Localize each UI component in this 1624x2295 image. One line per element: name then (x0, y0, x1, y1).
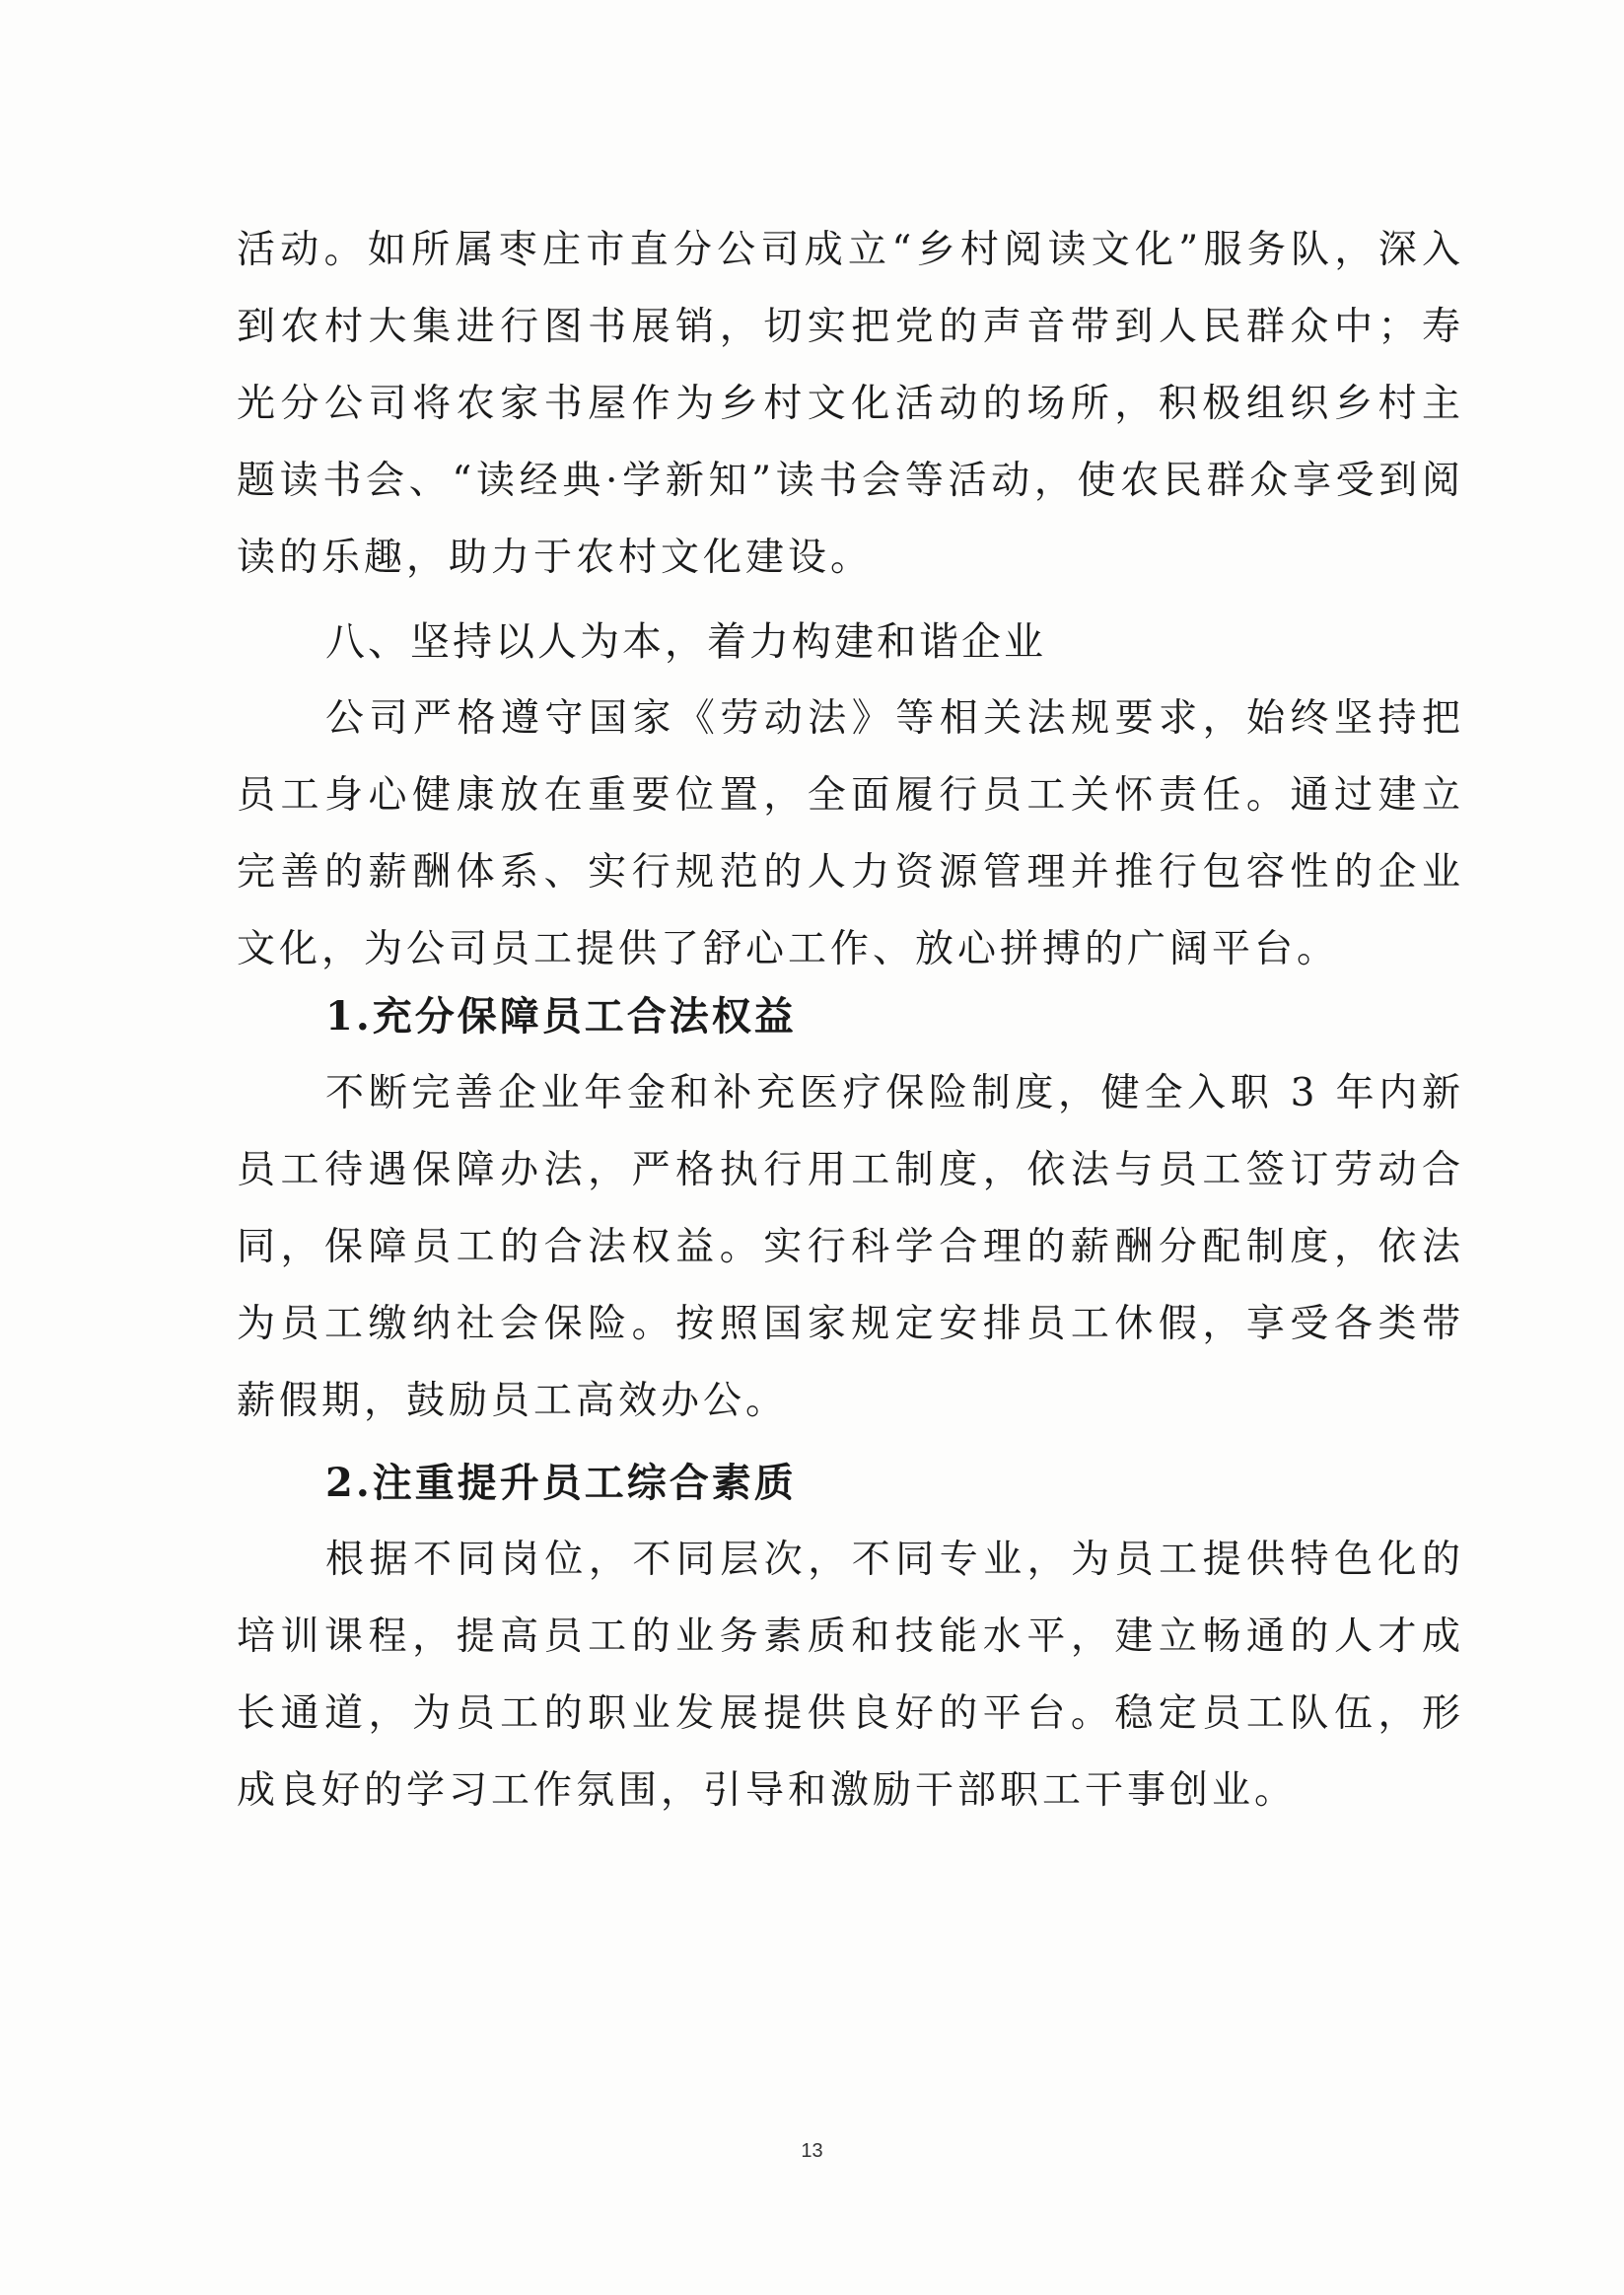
section-eight (237, 604, 1464, 988)
subsection-one (237, 978, 1464, 1440)
subsection-heading-two: 2.注重提升员工综合素质 (325, 1460, 797, 1506)
paragraph-employee-rights: 不断完善企业年金和补充医疗保险制度，健全入职 3 年内新员工待遇保障办法，严格执行用工制度，依法与员工签订劳动合同，保障员工的合法权益。实行科学合理的薪酬分配制度，依法为员工缴纳社会保险。按照国家规定安排员工休假，享受各类带薪假期，鼓励员工高效办公。 (237, 1071, 1464, 1423)
paragraph-rural-reading: 活动。如所属枣庄市直分公司成立“乡村阅读文化”服务队，深入到农村大集进行图书展销，切实把党的声音带到人民群众中；寿光分公司将农家书屋作为乡村文化活动的场所，积极组织乡村主题读书会、“读经典·学新知”读书会等活动，使农民群众享受到阅读的乐趣，助力于农村文化建设。 (237, 228, 1464, 580)
paragraph-labor-law: 公司严格遵守国家《劳动法》等相关法规要求，始终坚持把员工身心健康放在重要位置，全面履行员工关怀责任。通过建立完善的薪酬体系、实行规范的人力资源管理并推行包容性的企业文化，为公司员工提供了舒心工作、放心拼搏的广阔平台。 (237, 696, 1464, 971)
subsection-heading-one: 1.充分保障员工合法权益 (325, 993, 797, 1040)
section-heading-eight: 八、坚持以人为本，着力构建和谐企业 (325, 619, 1046, 665)
page-number: 13 (801, 2140, 823, 2162)
subsection-two (237, 1445, 1464, 1829)
section-continuation (237, 212, 1464, 597)
paragraph-employee-quality: 根据不同岗位，不同层次，不同专业，为员工提供特色化的培训课程，提高员工的业务素质和技能水平，建立畅通的人才成长通道，为员工的职业发展提供良好的平台。稳定员工队伍，形成良好的学习工作氛围，引导和激励干部职工干事创业。 (237, 1538, 1464, 1813)
